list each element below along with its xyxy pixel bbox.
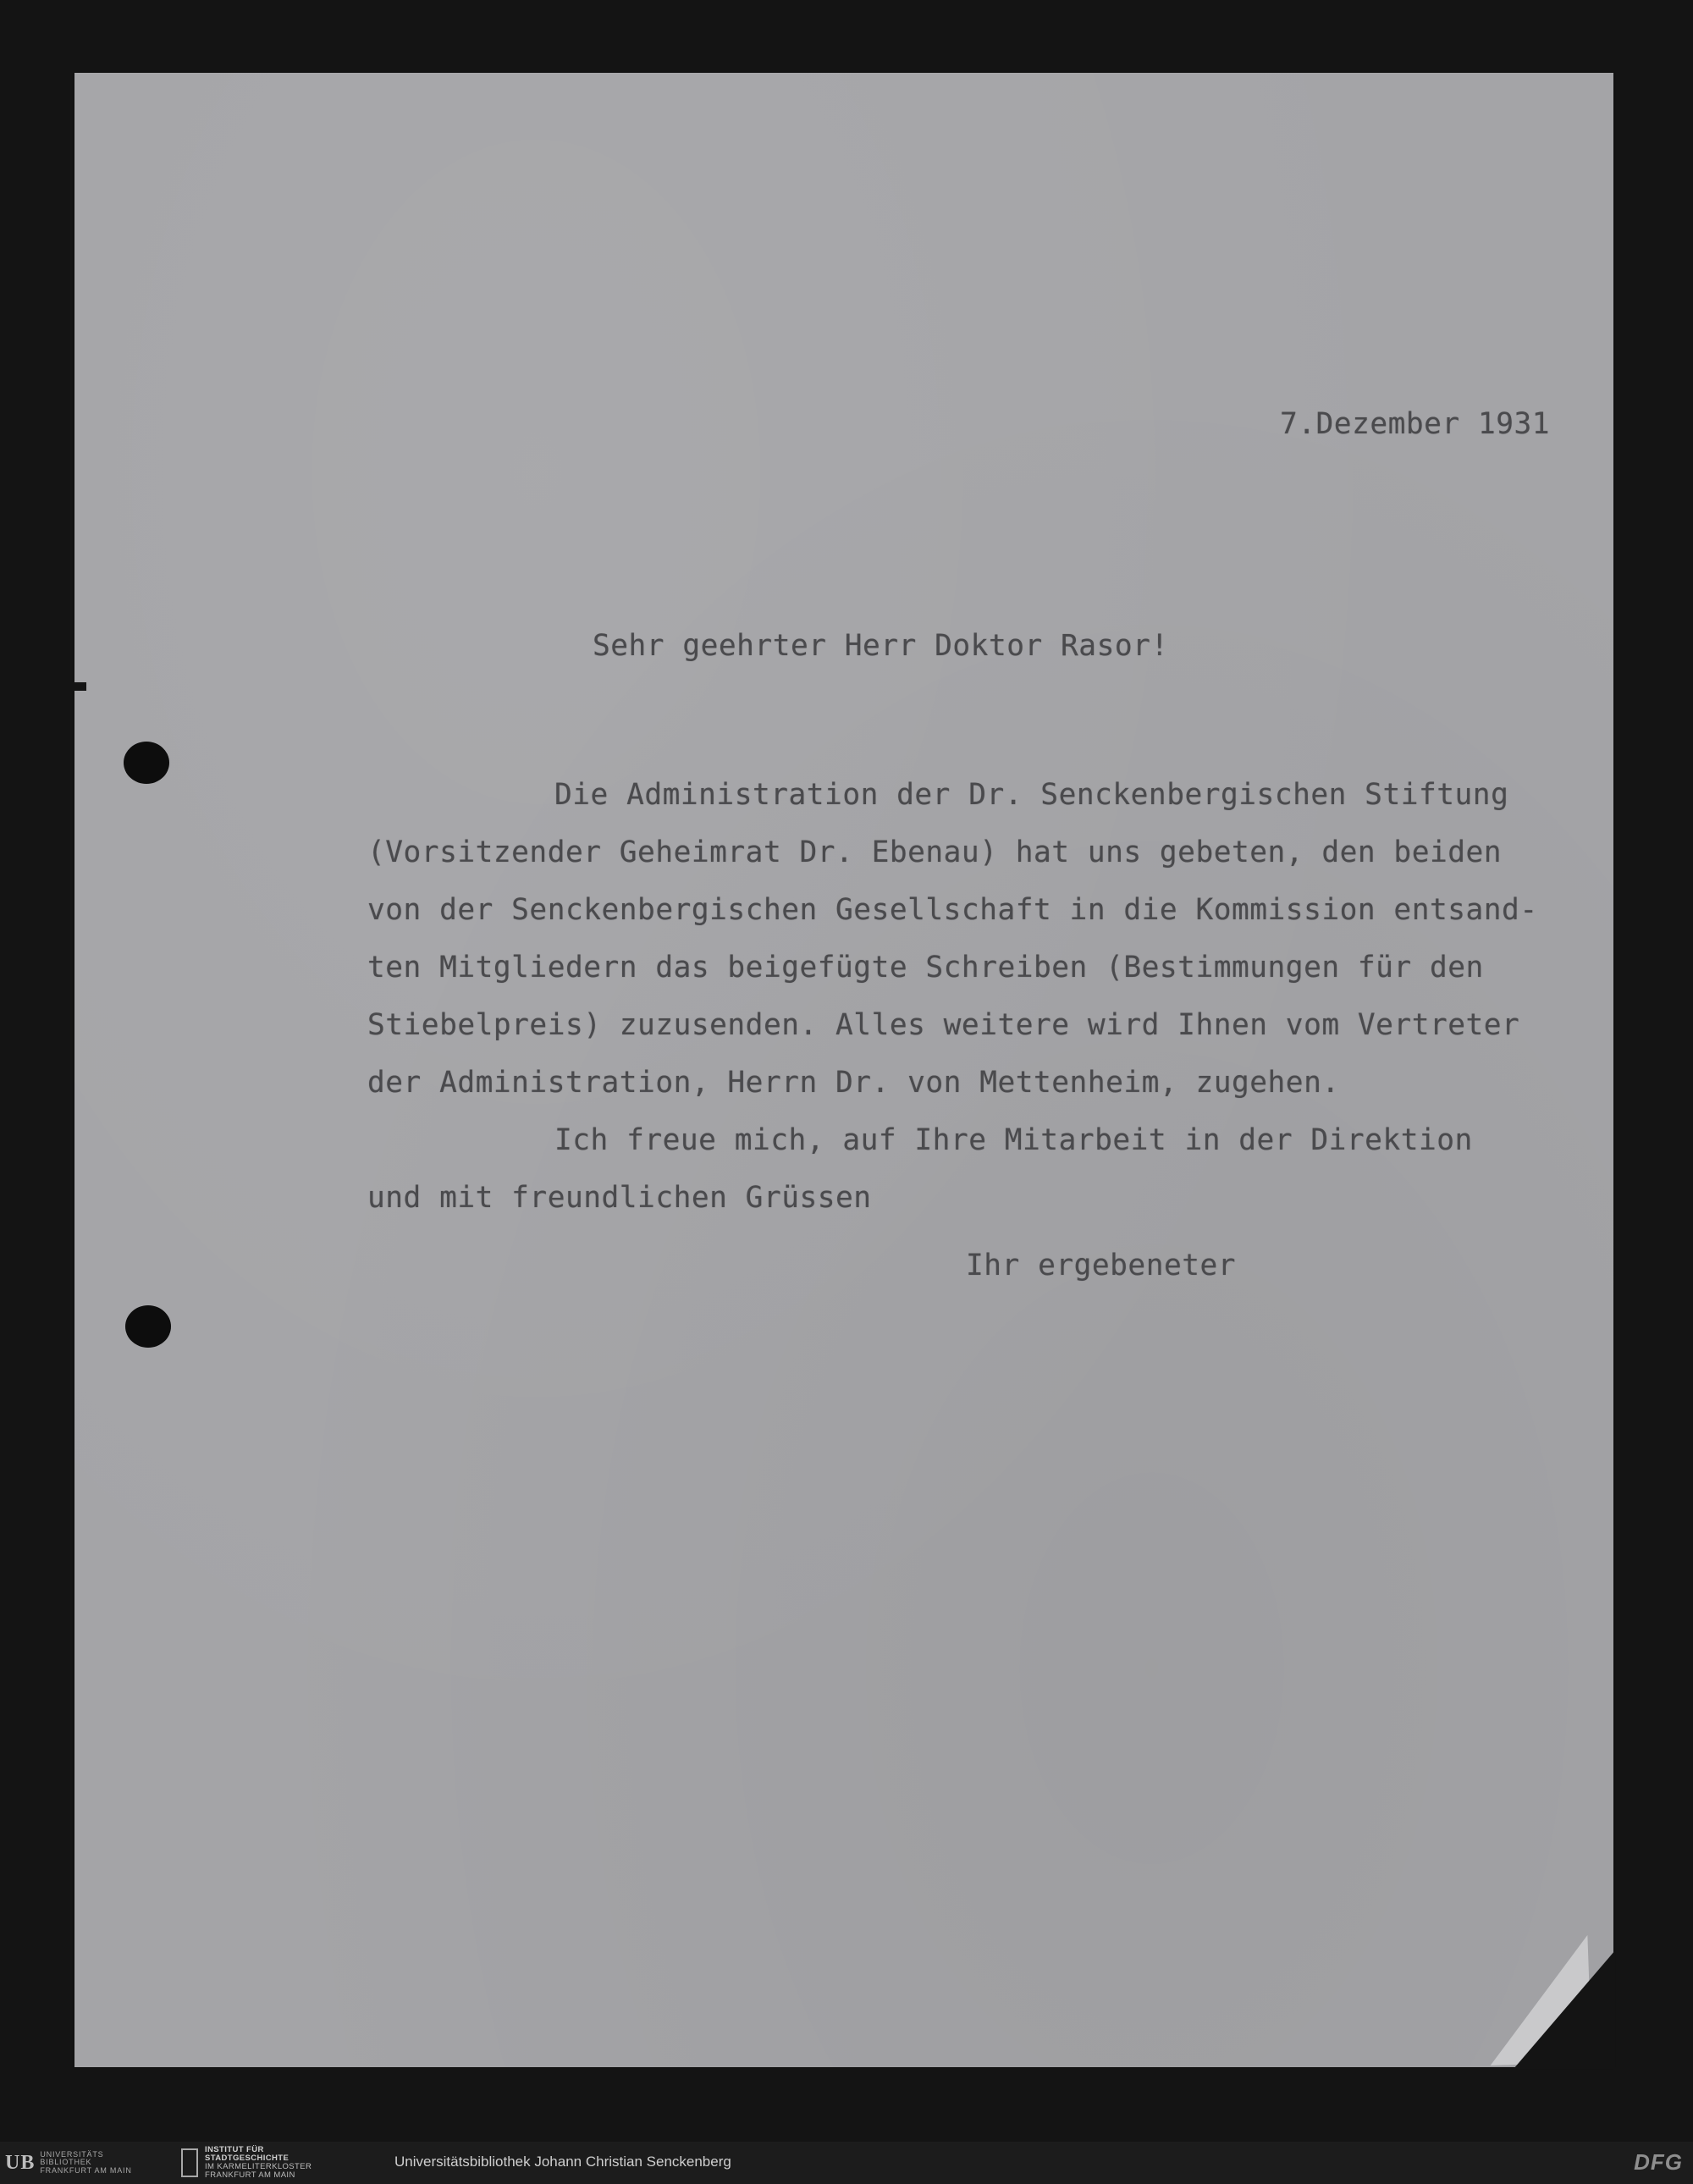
ub-line-3: FRANKFURT AM MAIN (40, 2165, 132, 2175)
ub-mark: UB (5, 2151, 36, 2174)
body-line-2: (Vorsitzender Geheimrat Dr. Ebenau) hat uns gebeten, den beiden (367, 836, 1503, 869)
body-line-4: ten Mitgliedern das beigefügte Schreiben (Bestimmungen für den (367, 951, 1484, 984)
punch-hole-lower (125, 1305, 171, 1348)
body-line-3: von der Senckenbergischen Gesellschaft in die Kommission entsand- (367, 893, 1538, 927)
ub-line-2: BIBLIOTHEK (40, 2158, 92, 2167)
isg-logo-text (205, 2146, 312, 2180)
isg-line-4: FRANKFURT AM MAIN (205, 2170, 295, 2180)
letter-closing: Ihr ergebeneter (966, 1249, 1237, 1282)
footer-title: Universitätsbibliothek Johann Christian Senckenberg (394, 2154, 731, 2170)
dfg-logo: DFG (1634, 2149, 1683, 2175)
isg-line-1: INSTITUT FÜR (205, 2145, 264, 2155)
body-line-6: der Administration, Herrn Dr. von Mettenheim, zugehen. (367, 1066, 1340, 1100)
letter-salutation: Sehr geehrter Herr Doktor Rasor! (593, 629, 1169, 663)
isg-building-icon (181, 2148, 198, 2177)
torn-corner (1514, 1950, 1615, 2069)
letter-date: 7.Dezember 1931 (1280, 407, 1551, 441)
footer-bar (0, 2142, 1693, 2184)
body-line-5: Stiebelpreis) zuzusenden. Alles weitere wird Ihnen vom Vertreter (367, 1008, 1520, 1042)
isg-line-3: IM KARMELITERKLOSTER (205, 2162, 312, 2171)
ub-logo (5, 2147, 132, 2179)
ub-logo-text (40, 2151, 131, 2175)
letter-sheet (74, 73, 1613, 2067)
edge-tear (71, 682, 86, 691)
body-line-7: Ich freue mich, auf Ihre Mitarbeit in der Direktion (554, 1123, 1473, 1157)
ub-line-1: UNIVERSITÄTS (40, 2149, 104, 2159)
punch-hole-upper (124, 742, 169, 784)
body-line-8: und mit freundlichen Grüssen (367, 1181, 872, 1215)
isg-logo (181, 2147, 312, 2179)
isg-line-2: STADTGESCHICHTE (205, 2154, 290, 2164)
body-line-1: Die Administration der Dr. Senckenbergischen Stiftung (554, 778, 1509, 812)
